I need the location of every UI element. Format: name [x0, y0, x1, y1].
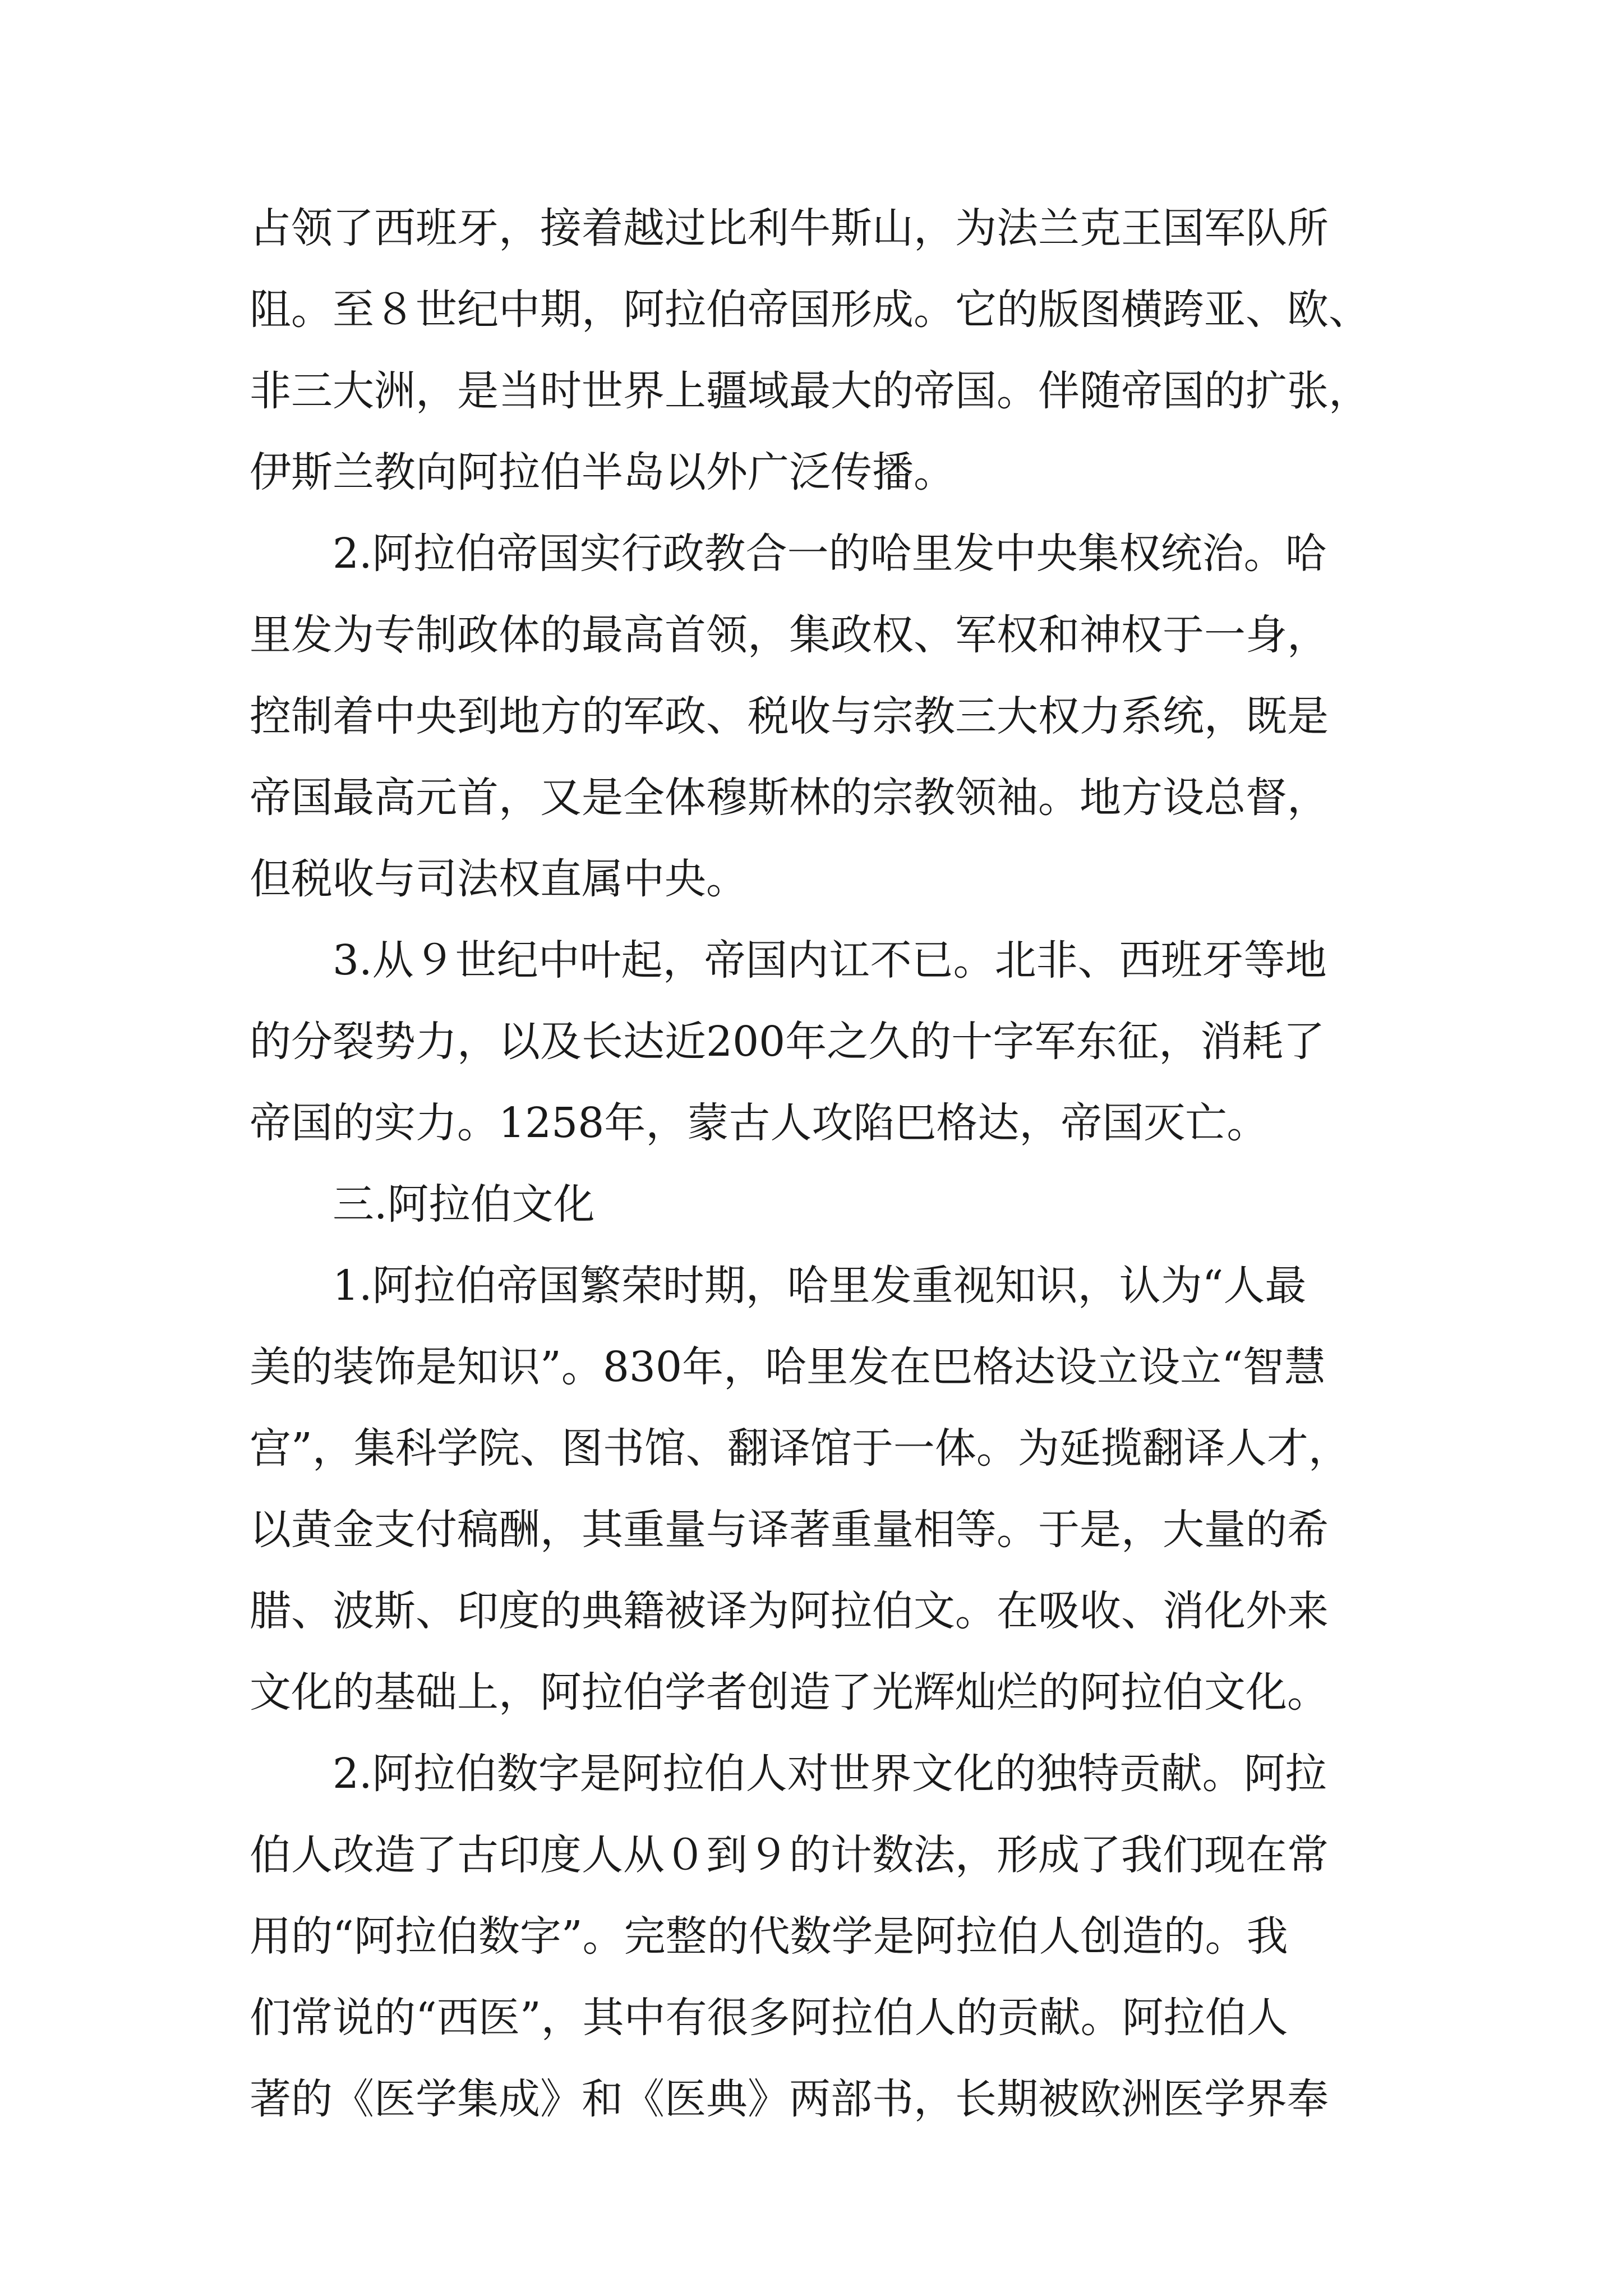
text-line: 伊斯兰教向阿拉伯半岛以外广泛传播。 [250, 448, 955, 496]
section-heading-text: 三.阿拉伯文化 [333, 1180, 595, 1228]
paragraph-knowledge [250, 1245, 1374, 1733]
text-line: 宫”，集科学院、图书馆、翻译馆于一体。为延揽翻译人才， [250, 1424, 1350, 1473]
text-line: 帝国的实力。1258年，蒙古人攻陷巴格达，帝国灭亡。 [250, 1099, 1269, 1147]
text-line: 阻。至８世纪中期，阿拉伯帝国形成。它的版图横跨亚、欧、 [250, 286, 1370, 334]
text-line: 腊、波斯、印度的典籍被译为阿拉伯文。在吸收、消化外来 [250, 1587, 1329, 1635]
text-line: 控制着中央到地方的军政、税收与宗教三大权力系统，既是 [250, 692, 1329, 740]
text-line: 们常说的“西医”，其中有很多阿拉伯人的贡献。阿拉伯人 [250, 1994, 1288, 2042]
text-line: 帝国最高元首，又是全体穆斯林的宗教领袖。地方设总督， [250, 774, 1329, 822]
text-line: 用的“阿拉伯数字”。完整的代数学是阿拉伯人创造的。我 [250, 1912, 1288, 1961]
text-line: 文化的基础上，阿拉伯学者创造了光辉灿烂的阿拉伯文化。 [250, 1668, 1329, 1717]
paragraph-continuation [250, 188, 1374, 513]
section-heading [250, 1164, 1374, 1245]
text-line: 非三大洲，是当时世界上疆域最大的帝国。伴随帝国的扩张， [250, 367, 1370, 415]
text-line: 2.阿拉伯帝国实行政教合一的哈里发中央集权统治。哈 [333, 530, 1327, 578]
text-line: 2.阿拉伯数字是阿拉伯人对世界文化的独特贡献。阿拉 [333, 1750, 1327, 1798]
paragraph-decline [250, 920, 1374, 1164]
text-line: 著的《医学集成》和《医典》两部书，长期被欧洲医学界奉 [250, 2075, 1329, 2123]
text-line: 美的装饰是知识”。830年，哈里发在巴格达设立设立“智慧 [250, 1343, 1326, 1391]
text-line: 伯人改造了古印度人从０到９的计数法，形成了我们现在常 [250, 1831, 1329, 1879]
text-line: 1.阿拉伯帝国繁荣时期，哈里发重视知识，认为“人最 [333, 1262, 1307, 1310]
paragraph-caliphate [250, 513, 1374, 920]
text-line: 的分裂势力，以及长达近200年之久的十字军东征，消耗了 [250, 1018, 1325, 1066]
text-line: 占领了西班牙，接着越过比利牛斯山，为法兰克王国军队所 [250, 204, 1329, 252]
text-line: 里发为专制政体的最高首领，集政权、军权和神权于一身， [250, 611, 1329, 659]
text-line: 3.从９世纪中叶起，帝国内讧不已。北非、西班牙等地 [333, 936, 1327, 984]
text-line: 以黄金支付稿酬，其重量与译著重量相等。于是，大量的希 [250, 1506, 1329, 1554]
text-line: 但税收与司法权直属中央。 [250, 855, 748, 903]
paragraph-numerals [250, 1733, 1374, 2140]
document-page [250, 188, 1374, 2140]
